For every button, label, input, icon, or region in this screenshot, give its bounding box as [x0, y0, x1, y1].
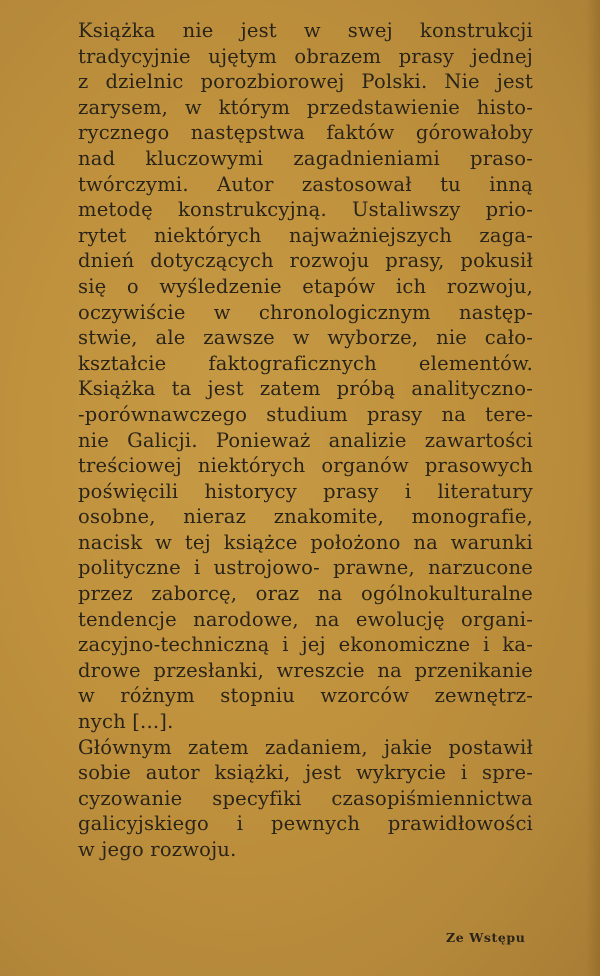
paragraph-2 — [78, 735, 533, 863]
text-line: Książka ta jest zatem próbą analityczno- — [78, 377, 533, 401]
blurb-text — [78, 18, 533, 863]
text-line: zarysem, w którym przedstawienie histo- — [78, 95, 533, 119]
text-line: sobie autor książki, jest wykrycie i spre- — [78, 761, 533, 785]
text-line: tradycyjnie ujętym obrazem prasy jednej — [78, 44, 533, 68]
text-line: osobne, nieraz znakomite, monografie, — [78, 505, 533, 529]
text-line: nych [...]. — [78, 710, 174, 734]
text-line: w jego rozwoju. — [78, 838, 237, 861]
text-line: w różnym stopniu wzorców zewnętrz- — [78, 684, 533, 708]
attribution: Ze Wstępu — [446, 930, 526, 945]
text-line: polityczne i ustrojowo- prawne, narzucone — [78, 556, 533, 580]
text-line: twórczymi. Autor zastosował tu inną — [78, 172, 533, 196]
text-line: galicyjskiego i pewnych prawidłowości — [78, 812, 533, 836]
text-line: z dzielnic porozbiorowej Polski. Nie jest — [78, 70, 533, 94]
text-line: Głównym zatem zadaniem, jakie postawił — [78, 735, 533, 759]
text-line: -porównawczego studium prasy na tere- — [78, 402, 533, 426]
text-line: nacisk w tej książce położono na warunki — [78, 530, 533, 554]
text-line: przez zaborcę, oraz na ogólnokulturalne — [78, 582, 533, 606]
page-edge-shadow — [586, 0, 600, 976]
text-line: nad kluczowymi zagadnieniami praso- — [78, 146, 533, 170]
text-line: stwie, ale zawsze w wyborze, nie cało- — [78, 326, 533, 350]
paragraph-1 — [78, 18, 533, 735]
text-line: drowe przesłanki, wreszcie na przenikanie — [78, 658, 533, 682]
text-line: rytet niektórych najważniejszych zaga- — [78, 223, 533, 247]
text-line: rycznego następstwa faktów górowałoby — [78, 121, 533, 145]
text-line: treściowej niektórych organów prasowych — [78, 454, 533, 478]
text-line: tendencje narodowe, na ewolucję organi- — [78, 607, 533, 631]
text-line: zacyjno-techniczną i jej ekonomiczne i ka- — [78, 633, 533, 657]
text-line: nie Galicji. Ponieważ analizie zawartości — [78, 428, 533, 452]
text-line: metodę konstrukcyjną. Ustaliwszy prio- — [78, 198, 533, 222]
text-line: się o wyśledzenie etapów ich rozwoju, — [78, 274, 533, 298]
text-line: kształcie faktograficznych elementów. — [78, 351, 533, 375]
text-line: Książka nie jest w swej konstrukcji — [78, 19, 533, 42]
text-line: poświęcili historycy prasy i literatury — [78, 479, 533, 503]
text-line: oczywiście w chronologicznym następ- — [78, 300, 533, 324]
text-line: dnień dotyczących rozwoju prasy, pokusił — [78, 249, 533, 273]
text-line: cyzowanie specyfiki czasopiśmiennictwa — [78, 786, 533, 810]
